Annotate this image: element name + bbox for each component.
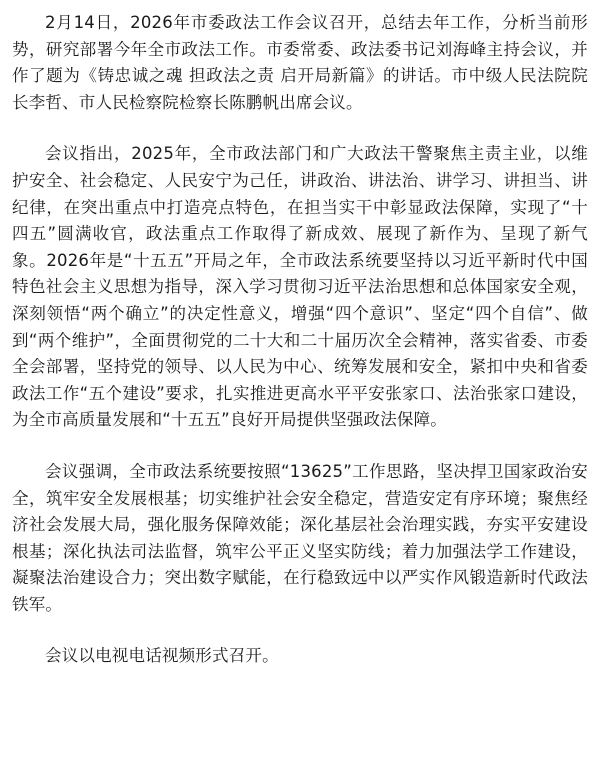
article-body bbox=[12, 10, 588, 670]
paragraph-emphasis: 会议强调，全市政法系统要按照“13625”工作思路，坚决捍卫国家政治安全，筑牢安全发展根基；切实维护社会安全稳定，营造安定有序环境；聚焦经济社会发展大局，强化服务保障效能；深化基层社会治理实践，夯实平安建设根基；深化执法司法监督，筑牢公平正义坚实防线；着力加强法学工作建设，凝聚法治建设合力；突出数字赋能，在行稳致远中以严实作风锻造新时代政法铁军。 bbox=[12, 461, 588, 614]
paragraph-opening: 2月14日，2026年市委政法工作会议召开，总结去年工作，分析当前形势，研究部署今年全市政法工作。市委常委、政法委书记刘海峰主持会议，并作了题为《铸忠诚之魂 担政法之责 启开局新篇》的讲话。市中级人民法院院长李哲、市人民检察院检察长陈鹏帆出席会议。 bbox=[12, 13, 588, 112]
paragraph-closing: 会议以电视电话视频形式召开。 bbox=[45, 646, 279, 666]
paragraph-review: 会议指出，2025年，全市政法部门和广大政法干警聚焦主责主业，以维护安全、社会稳定、人民安宁为己任，讲政治、讲法治、讲学习、讲担当、讲纪律，在突出重点中打造亮点特色，在担当实干中彰显政法保障，实现了“十四五”圆满收官，政法重点工作取得了新成效、展现了新作为、呈现了新气象。2026年是“十五五”开局之年，全市政法系统要坚持以习近平新时代中国特色社会主义思想为指导，深入学习贯彻习近平法治思想和总体国家安全观，深刻领悟“两个确立”的决定性意义，增强“四个意识”、坚定“四个自信”、做到“两个维护”，全面贯彻党的二十大和二十届历次全会精神，落实省委、市委全会部署，坚持党的领导、以人民为中心、统筹发展和安全，紧扣中央和省委政法工作“五个建设”要求，扎实推进更高水平平安张家口、法治张家口建设，为全市高质量发展和“十五五”良好开局提供坚强政法保障。 bbox=[12, 144, 588, 430]
